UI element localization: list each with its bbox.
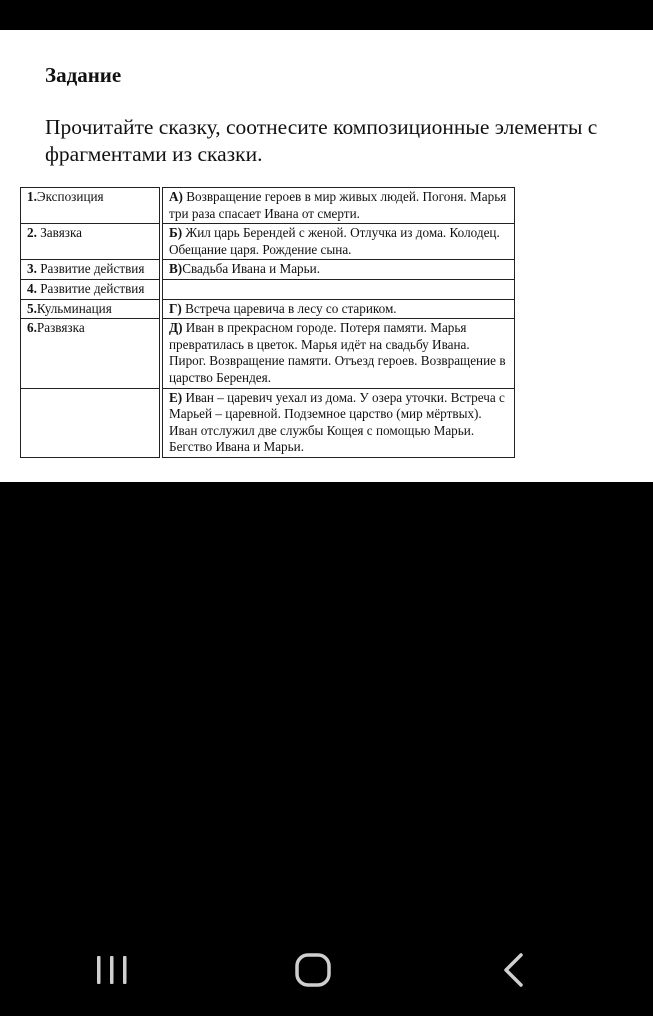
- element-cell: [21, 260, 162, 280]
- element-number: 4.: [27, 280, 37, 296]
- table-row: [21, 279, 515, 299]
- fragment-cell: [161, 388, 515, 457]
- table-row: [21, 224, 515, 260]
- element-cell: [21, 279, 162, 299]
- table-row: [21, 319, 515, 388]
- back-icon: [494, 950, 534, 990]
- table-row: [21, 260, 515, 280]
- element-cell: [21, 299, 162, 319]
- fragment-text: Свадьба Ивана и Марьи.: [182, 261, 321, 277]
- element-cell: [21, 224, 162, 260]
- task-instruction: Прочитайте сказку, соотнесите композиционные элементы с фрагментами из сказки.: [45, 115, 598, 166]
- element-cell: [21, 319, 162, 388]
- element-label: Развитие действия: [36, 261, 145, 277]
- fragment-cell: [161, 319, 515, 388]
- back-button[interactable]: [484, 935, 544, 1005]
- fragment-cell: [161, 279, 515, 299]
- fragment-cell: [161, 224, 515, 260]
- element-label: Кульминация: [36, 300, 112, 316]
- fragment-letter: Б): [169, 225, 183, 241]
- element-label: Развитие действия: [36, 280, 145, 296]
- recent-apps-icon: [92, 950, 132, 990]
- table-row: [21, 388, 515, 457]
- element-cell: [21, 188, 162, 224]
- element-label: Развязка: [36, 320, 85, 336]
- fragment-text: Иван – царевич уехал из дома. У озера уточки. Встреча с Марьей – царевной. Подземное царство (мир мёртвых). Иван отслужил две службы Кощея с помощью Марьи. Бегство Ивана и Марьи.: [169, 389, 505, 455]
- matching-table: [20, 187, 515, 458]
- fragment-cell: [161, 299, 515, 319]
- task-title: Задание: [45, 63, 122, 87]
- table-row: [21, 299, 515, 319]
- fragment-letter: Г): [169, 300, 182, 316]
- home-icon: [293, 950, 333, 990]
- element-label: Завязка: [36, 225, 83, 241]
- table-row: [21, 188, 515, 224]
- home-button[interactable]: [283, 935, 343, 1005]
- element-number: 3.: [27, 261, 37, 277]
- fragment-text: Жил царь Берендей с женой. Отлучка из дома. Колодец. Обещание царя. Рождение сына.: [169, 225, 500, 257]
- system-navigation-bar: [0, 935, 653, 1005]
- recent-apps-button[interactable]: [82, 935, 142, 1005]
- element-label: Экспозиция: [36, 189, 104, 204]
- fragment-letter: А): [169, 189, 183, 204]
- fragment-letter: Д): [169, 320, 183, 336]
- fragment-cell: [161, 188, 515, 224]
- fragment-text: Возвращение героев в мир живых людей. Погоня. Марья три раза спасает Ивана от смерти.: [169, 189, 507, 221]
- element-number: 2.: [27, 225, 37, 241]
- fragment-cell: [161, 260, 515, 280]
- element-number: 1.: [27, 189, 37, 204]
- element-number: 5.: [27, 300, 37, 316]
- element-number: 6.: [27, 320, 37, 336]
- fragment-text: Встреча царевича в лесу со стариком.: [181, 300, 397, 316]
- fragment-letter: В): [169, 261, 183, 277]
- fragment-letter: Е): [169, 389, 183, 405]
- fragment-text: Иван в прекрасном городе. Потеря памяти. Марья превратилась в цветок. Марья идёт на свадьбу Ивана. Пирог. Возвращение памяти. Отъезд героев. Возвращение в царство Берендея.: [169, 320, 506, 385]
- document-page: [0, 30, 653, 482]
- element-cell: [21, 388, 162, 457]
